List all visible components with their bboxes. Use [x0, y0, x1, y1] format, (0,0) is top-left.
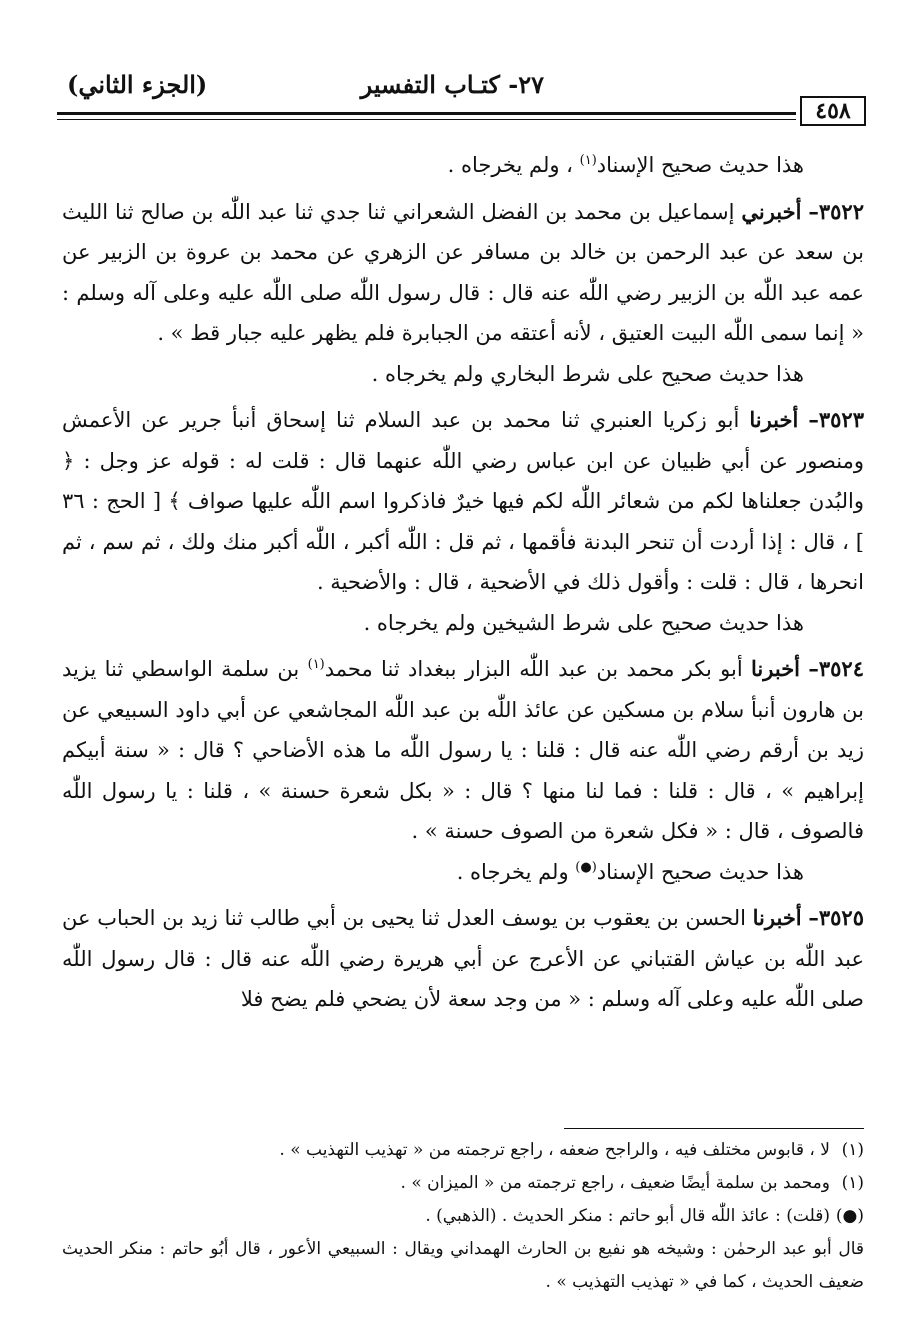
narration-keyword: أخبرني	[741, 198, 802, 224]
hadith-grade	[62, 852, 864, 893]
page-number: ٤٥٨	[800, 96, 866, 126]
footnote-2	[62, 1167, 864, 1200]
volume-label: (الجزء الثاني)	[67, 70, 208, 99]
header-rule	[57, 112, 796, 115]
footnote-mark: (١)	[841, 1140, 864, 1160]
page-header	[57, 66, 866, 126]
hadith-3524	[62, 649, 864, 852]
grading-text: هذا حديث صحيح الإسناد	[596, 153, 804, 177]
grading-text-end: ، ولم يخرجاه .	[447, 153, 573, 177]
narration-keyword: أخبرنا	[751, 656, 801, 681]
hadith-3525	[62, 898, 864, 1020]
footnote-4: قال أبو عبد الرحمٰن : وشيخه هو نفيع بن الحارث الهمداني ويقال : السبيعي الأعور ، قال أبُو حاتم : منكر الحديث ضعيف الحديث ، كما في « تهذيب التهذيب » .	[62, 1239, 864, 1292]
footnote-3	[62, 1200, 864, 1233]
footnote-1	[62, 1134, 864, 1167]
footnote-text: لا ، قابوس مختلف فيه ، والراجح ضعفه ، راجع ترجمته من « تهذيب التهذيب » .	[279, 1140, 830, 1160]
footnote-mark: (●)	[835, 1206, 864, 1226]
footnote-ref: (١)	[307, 657, 325, 672]
footnote-text: (قلت) : عائذ اللّٰه قال أبو حاتم : منكر الحديث . (الذهبي) .	[425, 1206, 830, 1226]
hadith-number: ٣٥٢٣–	[808, 407, 864, 432]
hadith-text: أبو زكريا العنبري ثنا محمد بن عبد السلام ثنا إسحاق أنبأ جرير عن الأعمش ومنصور عن أبي ظبيان عن ابن عباس رضي اللّٰه عنهما قال : قلت له : قوله عز وجل : ﴿ والبُدن جعلناها لكم من شعائر اللّٰه لكم فيها خيرٌ فاذكروا اسم اللّٰه عليها صواف ﴾ [ الحج : ٣٦ ] ، قال : إذا أردت أن تنحر البدنة فأقمها ، ثم قل : اللّٰه أكبر ، اللّٰه أكبر منك ولك ، ثم سم ، ثم انحرها ، قال : قلت : وأقول ذلك في الأضحية ، قال : والأضحية .	[62, 408, 864, 594]
narration-keyword: أخبرنا	[749, 407, 799, 432]
hadith-number: ٣٥٢٢–	[808, 198, 864, 224]
main-text	[62, 145, 864, 1020]
hadith-text-cont: بن سلمة الواسطي ثنا يزيد بن هارون أنبأ سلام بن مسكين عن عائذ اللّٰه بن عبد اللّٰه المجاشعي عن أبي داود السبيعي عن زيد بن أرقم رضي اللّٰه عنه قال : قلنا : يا رسول اللّٰه ما هذه الأضاحي ؟ قال : « سنة أبيكم إبراهيم » ، قال : قلنا : فما لنا منها ؟ قال : « بكل شعرة حسنة » ، قلنا : يا رسول اللّٰه فالصوف ، قال : « فكل شعرة من الصوف حسنة » .	[62, 657, 864, 843]
hadith-grade: هذا حديث صحيح على شرط البخاري ولم يخرجاه .	[371, 361, 804, 386]
footnote-text: ومحمد بن سلمة أيضًا ضعيف ، راجع ترجمته من « الميزان » .	[400, 1173, 830, 1193]
hadith-3523	[62, 400, 864, 603]
hadith-text: أبو بكر محمد بن عبد اللّٰه البزار ببغداد ثنا محمد	[324, 657, 743, 681]
hadith-text: إسماعيل بن محمد بن الفضل الشعراني ثنا جدي ثنا عبد اللّٰه بن صالح ثنا الليث بن سعد عن عبد الرحمن بن خالد بن مسافر عن الزهري عن محمد بن عروة بن الزبير عن عمه عبد اللّٰه بن الزبير رضي اللّٰه عنه قال : قال رسول اللّٰه صلى اللّٰه عليه وعلى آله وسلم : « إنما سمى اللّٰه البيت العتيق ، لأنه أعتقه من الجبابرة فلم يظهر عليه جبار قط » .	[62, 199, 864, 345]
footnotes	[62, 1134, 864, 1299]
header-rule-thin	[57, 119, 796, 120]
footnote-mark: (١)	[841, 1173, 864, 1193]
hadith-3522	[62, 192, 864, 354]
footnote-divider	[564, 1128, 864, 1129]
grading-text-end: ولم يخرجاه .	[456, 859, 569, 884]
hadith-number: ٣٥٢٥–	[808, 905, 864, 930]
footnote-ref: (١)	[579, 153, 597, 168]
chapter-title: ٢٧- كتـاب التفسير	[360, 70, 544, 99]
hadith-grade: هذا حديث صحيح على شرط الشيخين ولم يخرجاه .	[363, 610, 804, 635]
grading-line	[62, 145, 864, 186]
hadith-number: ٣٥٢٤–	[808, 656, 864, 681]
grading-text: هذا حديث صحيح الإسناد	[596, 859, 804, 884]
hadith-text: الحسن بن يعقوب بن يوسف العدل ثنا يحيى بن أبي طالب ثنا زيد بن الحباب عن عبد اللّٰه بن عياش القتباني عن الأعرج عن أبي هريرة رضي اللّٰه عنه قال : قال رسول اللّٰه صلى اللّٰه عليه وعلى آله وسلم : « من وجد سعة لأن يضحي فلم يضح فلا	[62, 906, 864, 1011]
footnote-ref: (●)	[575, 859, 597, 875]
narration-keyword: أخبرنا	[752, 905, 802, 930]
